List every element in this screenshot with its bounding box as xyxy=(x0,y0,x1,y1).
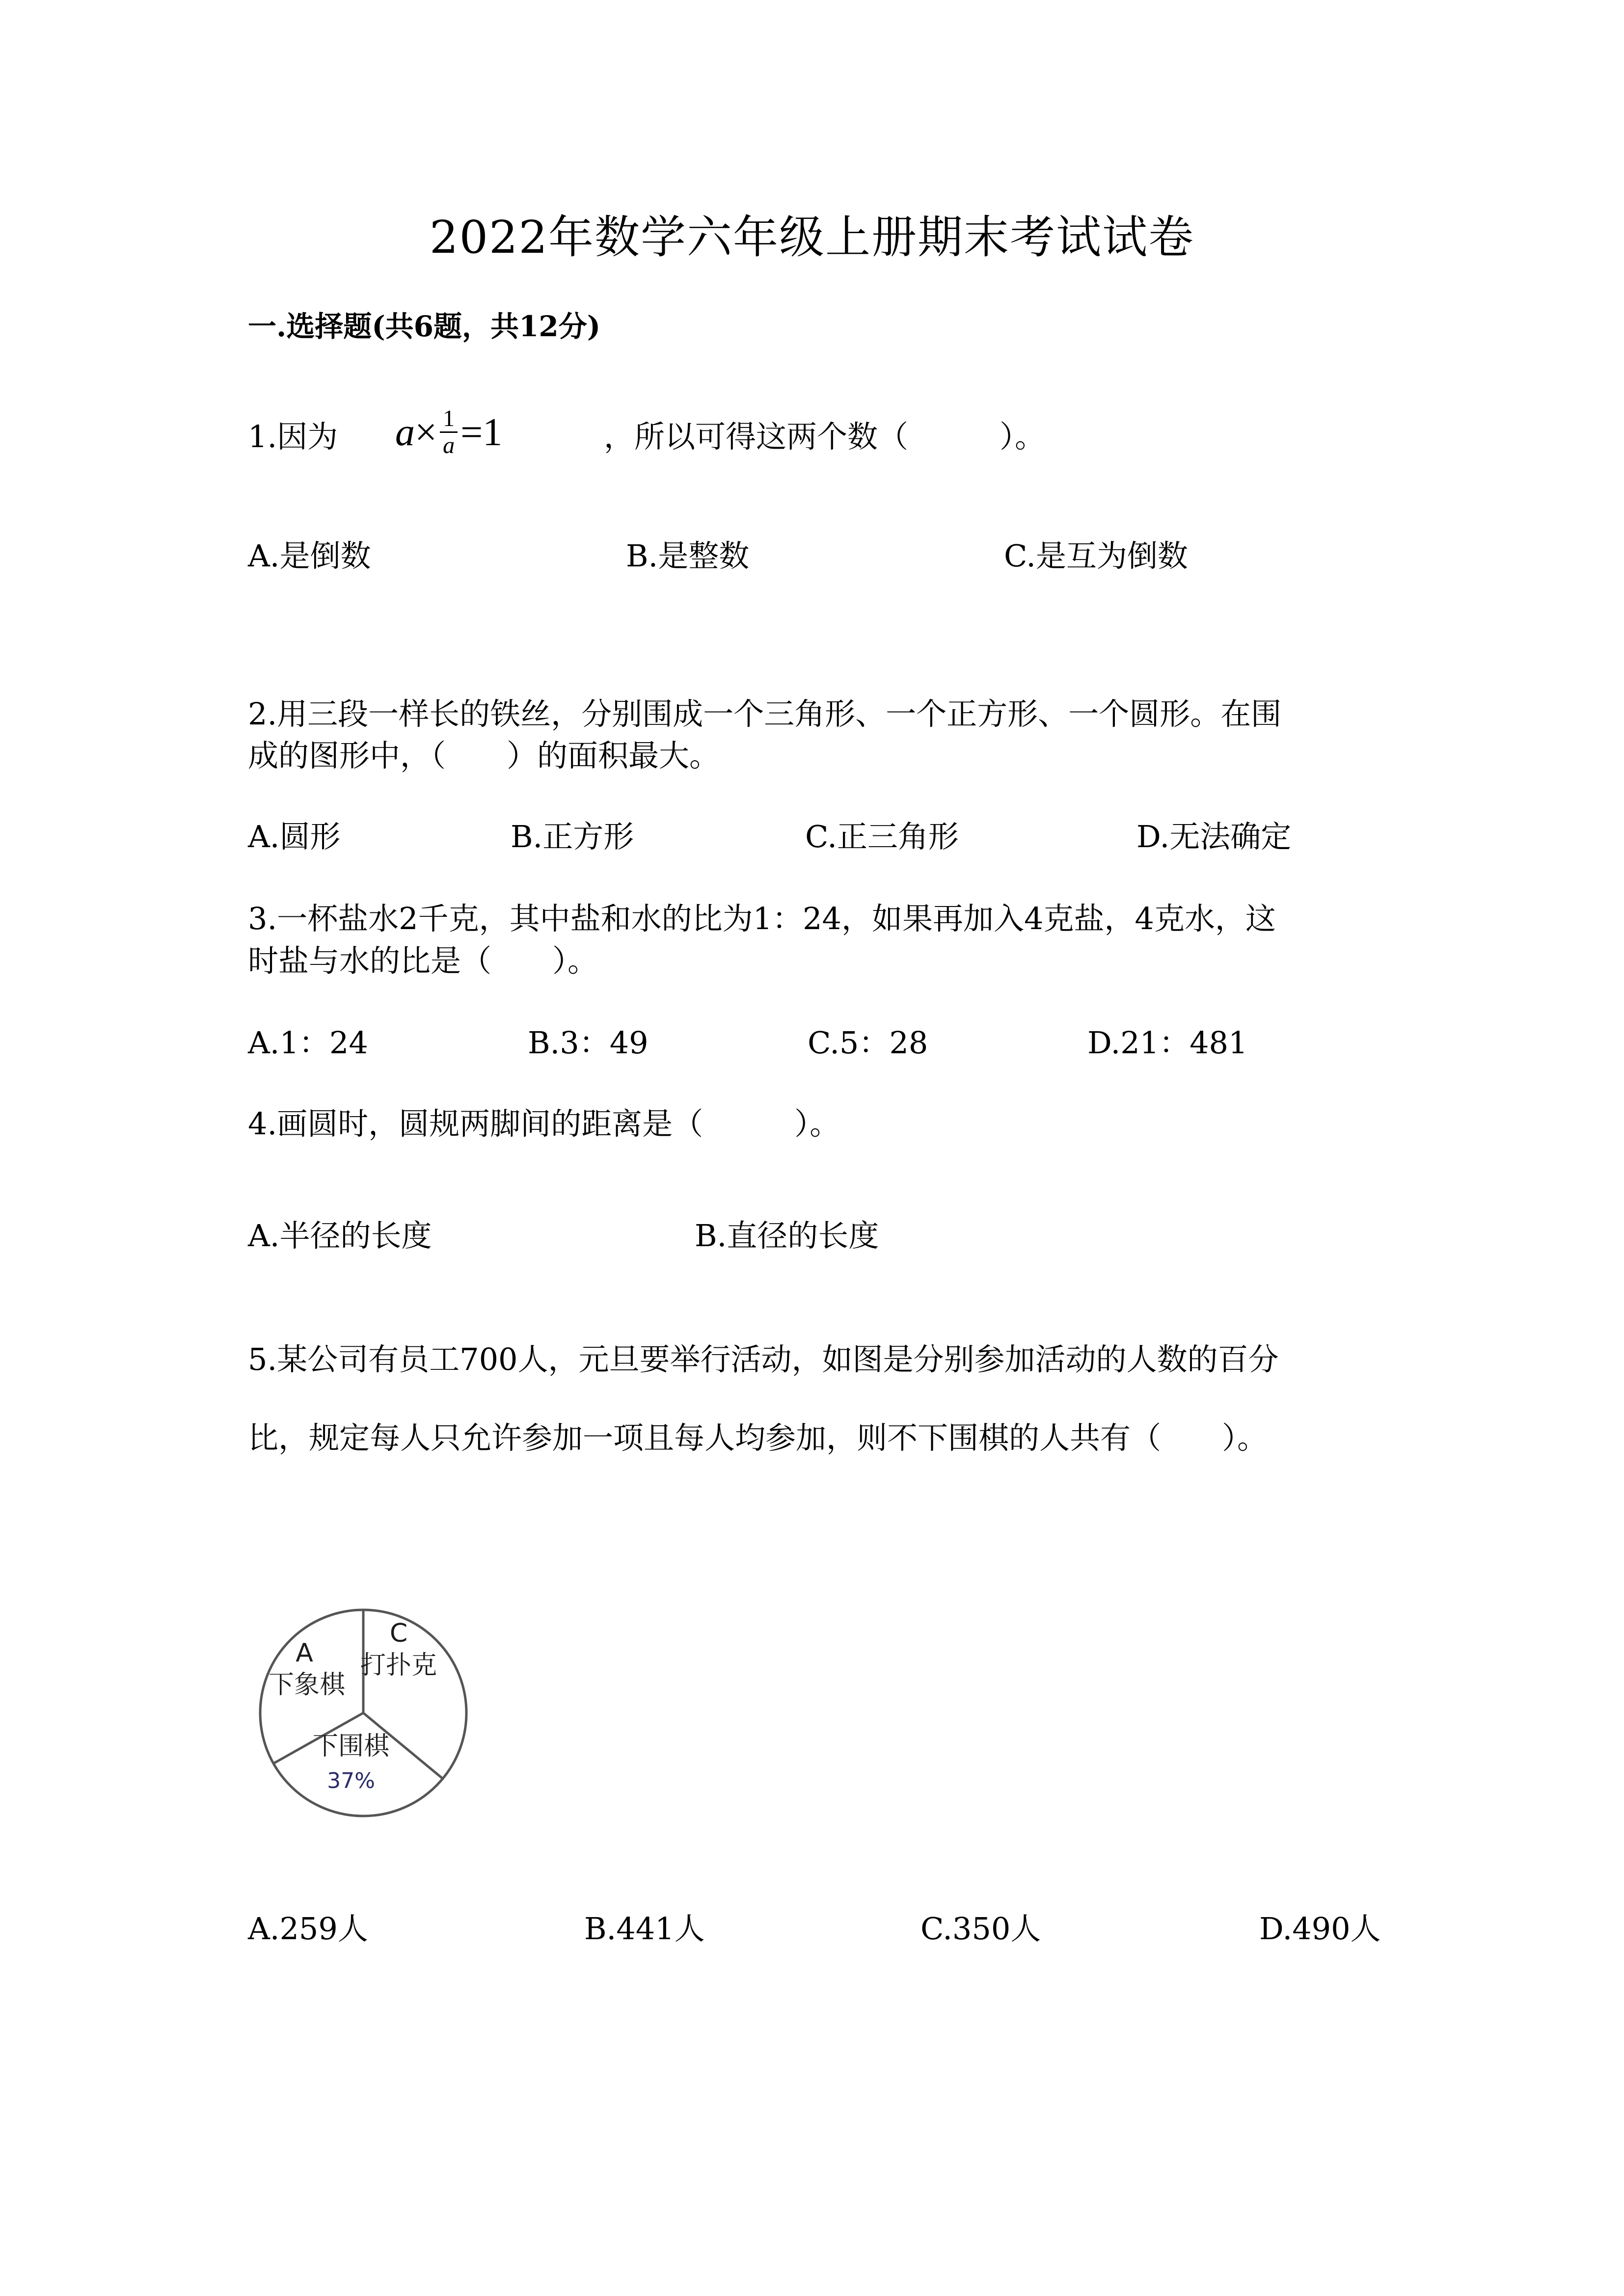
slice-weiqi-percent: 37% xyxy=(327,1768,375,1793)
q2-option-a[interactable]: A.圆形 xyxy=(248,819,341,854)
slice-a-letter: A xyxy=(296,1638,313,1668)
q1-option-a[interactable]: A.是倒数 xyxy=(248,538,371,574)
question-1-prefix: 1.因为 xyxy=(248,419,338,454)
q5-option-a[interactable]: A.259人 xyxy=(248,1911,368,1947)
question-2-line-1: 2.用三段一样长的铁丝，分别围成一个三角形、一个正方形、一个圆形。在围 xyxy=(248,696,1282,732)
question-1-suffix: ，所以可得这两个数（ ）。 xyxy=(604,419,1046,454)
question-2-line-2: 成的图形中，（ ）的面积最大。 xyxy=(248,738,720,774)
fraction-numerator: 1 xyxy=(440,406,458,433)
slice-weiqi-label: 下围棋 xyxy=(312,1732,390,1761)
q5-option-b[interactable]: B.441人 xyxy=(584,1911,705,1947)
q3-option-b[interactable]: B.3：49 xyxy=(528,1025,649,1061)
formula-times: × xyxy=(415,410,437,454)
question-5-line-1: 5.某公司有员工700人，元旦要举行活动，如图是分别参加活动的人数的百分 xyxy=(248,1341,1279,1377)
question-5-line-2: 比，规定每人只允许参加一项且每人均参加，则不下围棋的人共有（ ）。 xyxy=(248,1420,1268,1456)
q1-option-b[interactable]: B.是整数 xyxy=(626,538,750,574)
question-1-formula xyxy=(395,405,503,462)
q2-option-c[interactable]: C.正三角形 xyxy=(805,819,959,854)
page-title: 2022年数学六年级上册期末考试试卷 xyxy=(429,211,1195,264)
slice-c-letter: C xyxy=(389,1619,408,1648)
q5-option-d[interactable]: D.490人 xyxy=(1259,1911,1381,1947)
q4-option-a[interactable]: A.半径的长度 xyxy=(248,1218,432,1254)
question-3-line-1: 3.一杯盐水2千克，其中盐和水的比为1：24，如果再加入4克盐，4克水，这 xyxy=(248,901,1276,936)
formula-fraction xyxy=(440,406,458,458)
q4-option-b[interactable]: B.直径的长度 xyxy=(695,1218,879,1254)
q2-option-b[interactable]: B.正方形 xyxy=(511,819,634,854)
activity-pie-chart xyxy=(245,1595,481,1831)
q5-option-c[interactable]: C.350人 xyxy=(920,1911,1041,1947)
q3-option-c[interactable]: C.5：28 xyxy=(808,1025,928,1061)
slice-a-label: 下象棋 xyxy=(268,1670,346,1700)
question-4-line-1: 4.画圆时，圆规两脚间的距离是（ ）。 xyxy=(248,1106,840,1142)
q1-option-c[interactable]: C.是互为倒数 xyxy=(1004,538,1188,574)
fraction-denominator: a xyxy=(443,432,455,458)
section-heading: 一.选择题(共6题，共12分) xyxy=(248,310,601,343)
formula-variable: a xyxy=(395,410,415,454)
q3-option-a[interactable]: A.1：24 xyxy=(248,1025,368,1061)
question-3-line-2: 时盐与水的比是（ ）。 xyxy=(248,943,598,979)
q2-option-d[interactable]: D.无法确定 xyxy=(1137,819,1292,854)
formula-equals: =1 xyxy=(460,410,503,454)
slice-c-label: 打扑克 xyxy=(360,1651,437,1680)
q3-option-d[interactable]: D.21：481 xyxy=(1087,1025,1248,1061)
